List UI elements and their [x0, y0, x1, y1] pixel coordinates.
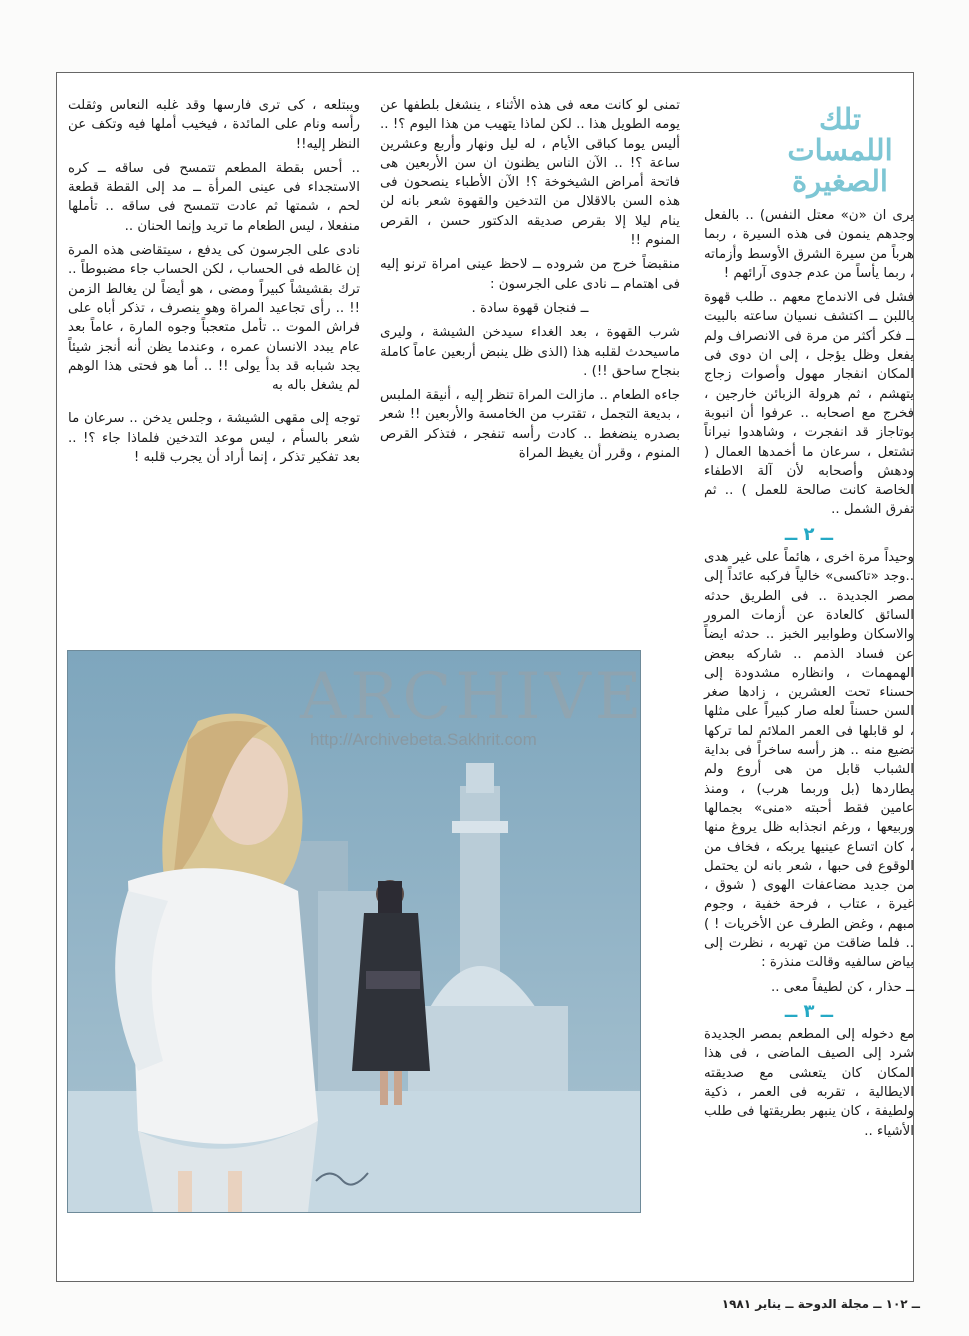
column-right [704, 206, 914, 1146]
watermark-text: ARCHIVE [300, 660, 646, 734]
paragraph: منقبضاً خرج من شروده ــ لاحظ عينى امراة ترنو إليه فى اهتمام ــ نادى على الجرسون : [380, 257, 680, 292]
paragraph: ــ فنجان قهوة سادة . [471, 300, 589, 316]
paragraph: جاءه الطعام .. مازالت المراة تنظر إليه ، أنيقة الملبس ، بديعة التجمل ، تقترب من الخامسة والأربعين !! شعر بصدره ينضغط .. كادت رأسه تنفجر ، فتذكر القرص المنوم ، وقرر أن يغيظ المراة [380, 388, 680, 462]
paragraph: ــ حذار ، كن لطيفاً معى .. [770, 979, 914, 995]
paragraph: فشل فى الاندماج معهم .. طلب قهوة باللبن ــ اكتشف نسيان ساعته بالبيت ــ فكر أكثر من مرة فى الانصراف ولم يفعل وظل يؤجل ، إلى ان دوى فى المكان انفجار مهول وأصوات زجاج يتهشم ، ثم هرولة الزبائن خارجين ، فخرج مع اصحابه .. عرفوا أن انبوبة بوتاجاز قد انفجرت ، وشاهدوا نيراناً تشتعل ، سرعان ما أخمدها العمال ( ودهش وأصحابه لأن آلة الاطفاء الخاصة كانت صالحة للعمل ) .. ثم تفرق الشمل .. [704, 290, 914, 518]
illustration-svg [68, 651, 640, 1212]
paragraph: وحيداً مرة اخرى ، هائماً على غير هدى ..وجد «تاكسى» خالياً فركبه عائداً إلى مصر الجديدة .. فى الطريق حدثه السائق كالعادة عن أزمات المرور والاسكان وطوابير الخبز .. حدثه ايضاً عن فساد الذمم .. شاركه ببعض الهمهمات ، وانظاره مشدودة إلى حسناء تحت العشرين ، زادها صغر السن حسناً لعله صار كبيراً على مثلها ، لو قابلها فى العمر الملائم لما تركها تضيع منه .. هز رأسه ساخراً فى بداية الشباب قابل من هى أروع ولم يطاردها (بل وربما هرب) ، ومنذ عامين فقط أحبته «منى» بجمالها وربيعها ، ورغم انجذابه ظل يروغ منها ، كان اتساع عينيها يربكه ، فخاف من الوقوع فى حبها ، شعر بانه لن يحتمل من جديد مضاعفات الهوى ( شوق ، غيرة ، عتاب ، فرحة خفية ، وجوم مبهم ، وغض الطرف عن الأخريات ! ) .. فلما ضاقت من تهربه ، نظرت إلى بياض سالفيه وقالت منذرة : [704, 550, 914, 971]
paragraph: .. أحس بقطة المطعم تتمسح فى ساقه ــ كره الاستجداء فى عينى المرأة ــ مد إلى القطة قطعة لحم ، شمتها ثم عادت تتمسح فى ساقه .. تأملها منفعلا ، ليس الطعام ما تريد وإنما الحنان .. [68, 160, 360, 234]
column-middle [380, 96, 680, 468]
paragraph: ويبتلعه ، كى ترى فارسها وقد غلبه النعاس وثقلت رأسه ونام على المائدة ، فيخيب أملها فيه وتكف عن النظر إليه!! [68, 98, 360, 152]
story-title [760, 104, 920, 202]
paragraph: شرب القهوة ، بعد الغداء سيدخن الشيشة ، وليرى ماسيحدث لقلبه هذا (الذى ظل ينبض أربعين عاماً كاملة بنجاح ساحق !!) . [380, 325, 680, 379]
paragraph: يرى ان «ن» معتل النفس) .. بالفعل وجدهم ينمون فى هذه السيرة ، ربما هرباً من سيرة الشرق الأوسط وأزماته ، ربما يأساً من عدم جدوى آرائهم ! [704, 208, 914, 281]
column-left [68, 96, 360, 472]
page-footer: ــ ١٠٢ ــ مجلة الدوحة ــ يناير ١٩٨١ [721, 1297, 920, 1311]
section-number-2: ــ ٢ ــ [784, 523, 834, 545]
title-line-1: تلك [818, 102, 862, 136]
title-line-3: الصغيرة [792, 164, 888, 198]
section-number-3: ــ ٣ ــ [784, 1000, 834, 1022]
paragraph: مع دخوله إلى المطعم بمصر الجديدة شرد إلى الصيف الماضى ، فى هذا المكان كان يتعشى مع صديقته الايطالية ، تقربه فى العمر ، ذكية ولطيفة ، كان ينبهر بطريقتها فى طلب الأشياء .. [704, 1027, 914, 1139]
paragraph: تمنى لو كانت معه فى هذه الأثناء ، ينشغل بلطفها عن يومه الطويل هذا .. لكن لماذا يتهيب من هذا اليوم ؟! .. أليس يوما كباقى الأيام ، له ليل ونهار وأربع وعشرين ساعة ؟! .. الآن الناس يظنون ان سن الأربعين هى فاتحة أمراض الشيخوخة ؟! الآن الأطباء ينصحون فى هذه السن بالاقلال من التدخين والقهوة شعر بانه لن ينام ليلا إلا بقرص صديقه الدكتور حسن ، القرص المنوم !! [380, 98, 680, 249]
paragraph: توجه إلى مقهى الشيشة ، وجلس يدخن .. سرعان ما شعر بالسأم ، ليس موعد التدخين فلماذا جاء ؟! .. بعد تفكير تذكر ، إنما أراد أن يجرب قلبه ! [68, 411, 360, 466]
watermark-url: http://Archivebeta.Sakhrit.com [310, 730, 537, 749]
story-illustration [67, 650, 641, 1213]
paragraph: نادى على الجرسون كى يدفع ، سيتقاضى هذه المرة إن غالطه فى الحساب ، لكن الحساب جاء مضبوطاً .. ترك بقشيشاً كبيراً ومضى ، هو أيضاً لن يغالط الزمن !! .. رأى تجاعيد المراة وهو ينصرف ، تذكر أباه على فراش الموت .. تأمل متعجباً وجوه المارة ، عاماً بعد عام يبدد الانسان عمره ، وعندما يظن أنه أنجز شيئاً يجد شبابه قد بدأ يولى !! .. أما هو فحتى هذا الوهم لم يشغل باله به [68, 243, 360, 394]
title-line-2: اللمسات [787, 133, 893, 167]
